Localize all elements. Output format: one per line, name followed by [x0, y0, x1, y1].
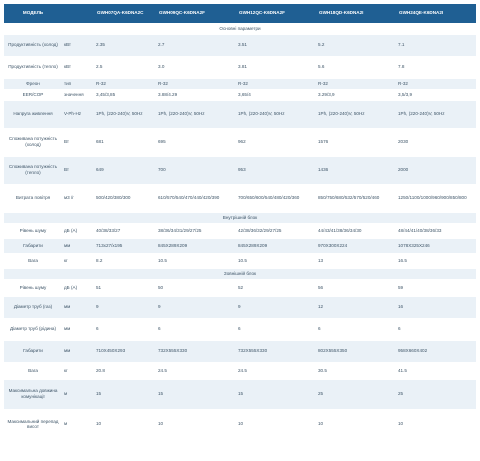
value-cell: 710X450X293	[94, 340, 156, 362]
section-title: Основні параметри	[4, 23, 476, 34]
table-row	[4, 34, 476, 56]
table-row	[4, 296, 476, 318]
section-title: Внутрішній блок	[4, 212, 476, 223]
value-cell: 6	[94, 318, 156, 340]
table-row	[4, 184, 476, 212]
value-cell: 3,65/4	[236, 89, 316, 100]
table-row	[4, 128, 476, 156]
table-row	[4, 238, 476, 253]
parameter-name: Продуктивність (холод)	[4, 34, 62, 56]
unit-cell: мм	[62, 238, 94, 253]
value-cell: 2030	[396, 128, 476, 156]
value-cell: 10	[156, 409, 236, 439]
value-cell: R-32	[396, 78, 476, 89]
value-cell: 9	[236, 296, 316, 318]
value-cell: 500/420/380/300	[94, 184, 156, 212]
value-cell: 10	[236, 409, 316, 439]
parameter-name: Споживана потужність (тепло)	[4, 156, 62, 184]
value-cell: 24.5	[236, 362, 316, 379]
value-cell: 10.5	[156, 253, 236, 268]
value-cell: 1Ph, (220-240)V, 50Hz	[236, 100, 316, 128]
table-row	[4, 362, 476, 379]
table-row	[4, 100, 476, 128]
unit-cell: дБ (A)	[62, 279, 94, 296]
section-row	[4, 268, 476, 279]
parameter-name: Напруга живлення	[4, 100, 62, 128]
value-cell: 44/43/41/38/36/34/30	[316, 223, 396, 238]
value-cell: 3.0	[156, 56, 236, 78]
value-cell: 962	[236, 128, 316, 156]
value-cell: 850/750/680/532/570/520/460	[316, 184, 396, 212]
parameter-name: Габарити	[4, 340, 62, 362]
value-cell: 30.5	[316, 362, 396, 379]
value-cell: 10.5	[236, 253, 316, 268]
column-header: МОДЕЛЬ	[4, 4, 62, 23]
value-cell: 681	[94, 128, 156, 156]
value-cell: 700/650/600/540/480/420/360	[236, 184, 316, 212]
table-row	[4, 223, 476, 238]
table-body	[4, 23, 476, 439]
value-cell: 3,5/3,9	[396, 89, 476, 100]
value-cell: 6	[156, 318, 236, 340]
unit-cell: кВт	[62, 34, 94, 56]
parameter-name: Максимальна довжина комунікації	[4, 379, 62, 409]
value-cell: 52	[236, 279, 316, 296]
value-cell: R-32	[236, 78, 316, 89]
value-cell: 15	[156, 379, 236, 409]
value-cell: 732X555X330	[236, 340, 316, 362]
value-cell: 1250/1100/1000/960/900/850/800	[396, 184, 476, 212]
parameter-name: Продуктивність (тепло)	[4, 56, 62, 78]
value-cell: 845X289X209	[156, 238, 236, 253]
parameter-name: Рівень шуму	[4, 279, 62, 296]
column-header: GWH12QC-K6DNA2F	[236, 4, 316, 23]
value-cell: 2.35	[94, 34, 156, 56]
value-cell: 15	[236, 379, 316, 409]
table-row	[4, 379, 476, 409]
parameter-name: Вага	[4, 253, 62, 268]
parameter-name: Вага	[4, 362, 62, 379]
value-cell: 2.5	[94, 56, 156, 78]
unit-cell: м3 /г	[62, 184, 94, 212]
value-cell: 5.6	[316, 56, 396, 78]
value-cell: 2000	[396, 156, 476, 184]
column-header: GWH24QE-K6DNA2I	[396, 4, 476, 23]
parameter-name: Максимальний перепад висот	[4, 409, 62, 439]
column-header: GWH18QD-K6DNA2I	[316, 4, 396, 23]
value-cell: R-32	[156, 78, 236, 89]
value-cell: 2.7	[156, 34, 236, 56]
table-row	[4, 56, 476, 78]
value-cell: 3.88/4.29	[156, 89, 236, 100]
value-cell: 50	[156, 279, 236, 296]
section-row	[4, 23, 476, 34]
value-cell: 9	[156, 296, 236, 318]
parameter-name: Рівень шуму	[4, 223, 62, 238]
spec-table	[4, 4, 476, 439]
unit-cell: кВт	[62, 56, 94, 78]
value-cell: 1Ph, (220-240)V, 50Hz	[94, 100, 156, 128]
value-cell: 48/44/41/40/38/36/33	[396, 223, 476, 238]
value-cell: 20.8	[94, 362, 156, 379]
value-cell: 649	[94, 156, 156, 184]
value-cell: 1Ph, (220-240)V, 50Hz	[396, 100, 476, 128]
value-cell: 695	[156, 128, 236, 156]
unit-cell: мм	[62, 318, 94, 340]
column-header	[62, 4, 94, 23]
table-row	[4, 89, 476, 100]
value-cell: 41.5	[396, 362, 476, 379]
table-row	[4, 409, 476, 439]
unit-cell: дБ (A)	[62, 223, 94, 238]
unit-cell: значення	[62, 89, 94, 100]
section-row	[4, 212, 476, 223]
value-cell: 6	[236, 318, 316, 340]
value-cell: 610/570/540/470/440/420/390	[156, 184, 236, 212]
value-cell: 1Ph, (220-240)V, 50Hz	[156, 100, 236, 128]
value-cell: 59	[396, 279, 476, 296]
unit-cell: V-Ph-Hz	[62, 100, 94, 128]
value-cell: 3,45/3,85	[94, 89, 156, 100]
value-cell: 713x27/x195	[94, 238, 156, 253]
table-row	[4, 279, 476, 296]
unit-cell: тип	[62, 78, 94, 89]
table-row	[4, 253, 476, 268]
unit-cell: мм	[62, 340, 94, 362]
value-cell: 3.51	[236, 34, 316, 56]
unit-cell: м	[62, 409, 94, 439]
parameter-name: Витрата повітря	[4, 184, 62, 212]
value-cell: 6	[316, 318, 396, 340]
table-row	[4, 78, 476, 89]
table-row	[4, 340, 476, 362]
value-cell: 3.29/3,9	[316, 89, 396, 100]
value-cell: 40/38/33/27	[94, 223, 156, 238]
value-cell: 8.2	[94, 253, 156, 268]
value-cell: 10	[396, 409, 476, 439]
value-cell: 51	[94, 279, 156, 296]
parameter-name: EER/COP	[4, 89, 62, 100]
unit-cell: мм	[62, 296, 94, 318]
parameter-name: Діаметр труб (газ)	[4, 296, 62, 318]
value-cell: 9	[94, 296, 156, 318]
parameter-name: Споживана потужність (холод)	[4, 128, 62, 156]
table-header-row	[4, 4, 476, 23]
value-cell: R-32	[316, 78, 396, 89]
value-cell: 7.1	[396, 34, 476, 56]
value-cell: 56	[316, 279, 396, 296]
parameter-name: Фреон	[4, 78, 62, 89]
parameter-name: Габарити	[4, 238, 62, 253]
value-cell: 700	[156, 156, 236, 184]
value-cell: 25	[316, 379, 396, 409]
value-cell: 10	[316, 409, 396, 439]
unit-cell: Вт	[62, 128, 94, 156]
value-cell: 732X555X330	[156, 340, 236, 362]
value-cell: 953	[236, 156, 316, 184]
value-cell: 25	[396, 379, 476, 409]
value-cell: 16.5	[396, 253, 476, 268]
value-cell: 13	[316, 253, 396, 268]
unit-cell: Вт	[62, 156, 94, 184]
table-row	[4, 156, 476, 184]
value-cell: 15	[94, 379, 156, 409]
column-header: GWH09QC-K6DNA2F	[156, 4, 236, 23]
unit-cell: кг	[62, 253, 94, 268]
value-cell: 958X660X402	[396, 340, 476, 362]
unit-cell: кг	[62, 362, 94, 379]
value-cell: 10	[94, 409, 156, 439]
value-cell: 6	[396, 318, 476, 340]
value-cell: 3.81	[236, 56, 316, 78]
unit-cell: м	[62, 379, 94, 409]
value-cell: 1078X325X246	[396, 238, 476, 253]
value-cell: 42/38/36/32/29/27/25	[236, 223, 316, 238]
value-cell: 1576	[316, 128, 396, 156]
value-cell: 5.2	[316, 34, 396, 56]
value-cell: 16	[396, 296, 476, 318]
value-cell: 970X300X224	[316, 238, 396, 253]
value-cell: 1Ph, (220-240)V, 50Hz	[316, 100, 396, 128]
value-cell: 38/36/34/31/29/27/25	[156, 223, 236, 238]
value-cell: 1436	[316, 156, 396, 184]
value-cell: 845X289X209	[236, 238, 316, 253]
value-cell: 24.5	[156, 362, 236, 379]
value-cell: 12	[316, 296, 396, 318]
value-cell: 802X555X350	[316, 340, 396, 362]
value-cell: 7.8	[396, 56, 476, 78]
column-header: GWH07QA-K6DNA2C	[94, 4, 156, 23]
table-row	[4, 318, 476, 340]
parameter-name: Діаметр труб (рідина)	[4, 318, 62, 340]
section-title: Зовнішній блок	[4, 268, 476, 279]
value-cell: R-32	[94, 78, 156, 89]
